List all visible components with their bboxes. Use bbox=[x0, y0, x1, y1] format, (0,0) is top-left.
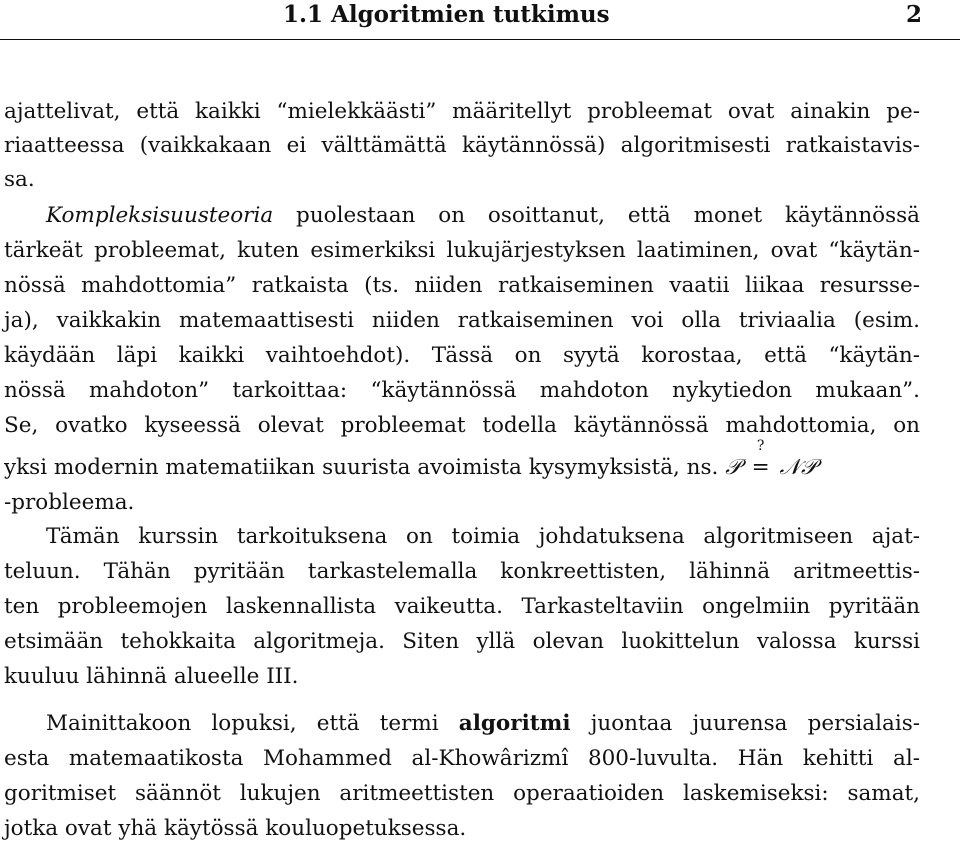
text-line: kuuluu lähinnä alueelle III. bbox=[4, 664, 299, 689]
math-p: 𝒫 bbox=[725, 455, 742, 480]
question-mark: ? bbox=[756, 438, 765, 454]
equals-sign: = bbox=[751, 455, 770, 480]
text-line bbox=[46, 709, 920, 739]
bold-term: algoritmi bbox=[458, 711, 571, 736]
math-np: 𝒩𝒫 bbox=[779, 455, 818, 480]
text-run: juontaa juurensa persialais- bbox=[570, 711, 920, 736]
text-line: riaatteessa (vaikkakaan ei välttämättä käytännössä) algoritmisesti ratkaistavis- bbox=[4, 133, 920, 158]
text-line: nössä mahdottomia” ratkaista (ts. niiden ratkaiseminen vaatii liikaa resursse- bbox=[4, 273, 920, 298]
text-line: -probleema. bbox=[4, 490, 135, 515]
text-line: nössä mahdoton” tarkoittaa: “käytännössä mahdoton nykytiedon mukaan”. bbox=[4, 378, 920, 403]
text-line: käydään läpi kaikki vaihtoehdot). Tässä on syytä korostaa, että “käytän- bbox=[4, 343, 920, 368]
page-number: 2 bbox=[905, 1, 922, 28]
text-run: yksi modernin matematiikan suurista avoimista kysymyksistä, ns. bbox=[4, 455, 726, 480]
text-line: teluun. Tähän pyritään tarkastelemalla konkreettisten, lähinnä aritmeettis- bbox=[4, 559, 920, 584]
text-line: ja), vaikkakin matemaattisesti niiden ratkaiseminen voi olla triviaalia (esim. bbox=[4, 308, 920, 333]
text-line: Se, ovatko kyseessä olevat probleemat todella käytännössä mahdottomia, on bbox=[4, 413, 920, 438]
text-line: Tämän kurssin tarkoituksena on toimia johdatuksena algoritmiseen ajat- bbox=[46, 524, 920, 549]
text-line bbox=[46, 201, 920, 231]
running-header bbox=[0, 0, 960, 40]
text-line: jotka ovat yhä käytössä kouluopetuksessa. bbox=[4, 816, 467, 841]
emphasized-term: Kompleksisuusteoria bbox=[46, 203, 274, 228]
text-run: puolestaan on osoittanut, että monet käytännössä bbox=[273, 203, 920, 228]
text-line: etsimään tehokkaita algoritmeja. Siten yllä olevan luokittelun valossa kurssi bbox=[4, 629, 920, 654]
text-line: tärkeät probleemat, kuten esimerkiksi lukujärjestyksen laatiminen, ovat “käytän- bbox=[4, 238, 920, 263]
questioned-equals bbox=[749, 438, 773, 483]
text-line: goritmiset säännöt lukujen aritmeettisten operaatioiden laskemiseksi: samat, bbox=[4, 781, 920, 806]
text-line: ajattelivat, että kaikki “mielekkäästi” määritellyt probleemat ovat ainakin pe- bbox=[4, 99, 920, 124]
text-line: sa. bbox=[4, 167, 35, 192]
section-title: 1.1 Algoritmien tutkimus bbox=[283, 1, 610, 28]
text-line: esta matemaatikosta Mohammed al-Khowârizmî 800-luvulta. Hän kehitti al- bbox=[4, 746, 920, 771]
text-line bbox=[4, 438, 818, 483]
text-line: ten probleemojen laskennallista vaikeutta. Tarkasteltaviin ongelmiin pyritään bbox=[4, 594, 920, 619]
text-run: Mainittakoon lopuksi, että termi bbox=[46, 711, 459, 736]
